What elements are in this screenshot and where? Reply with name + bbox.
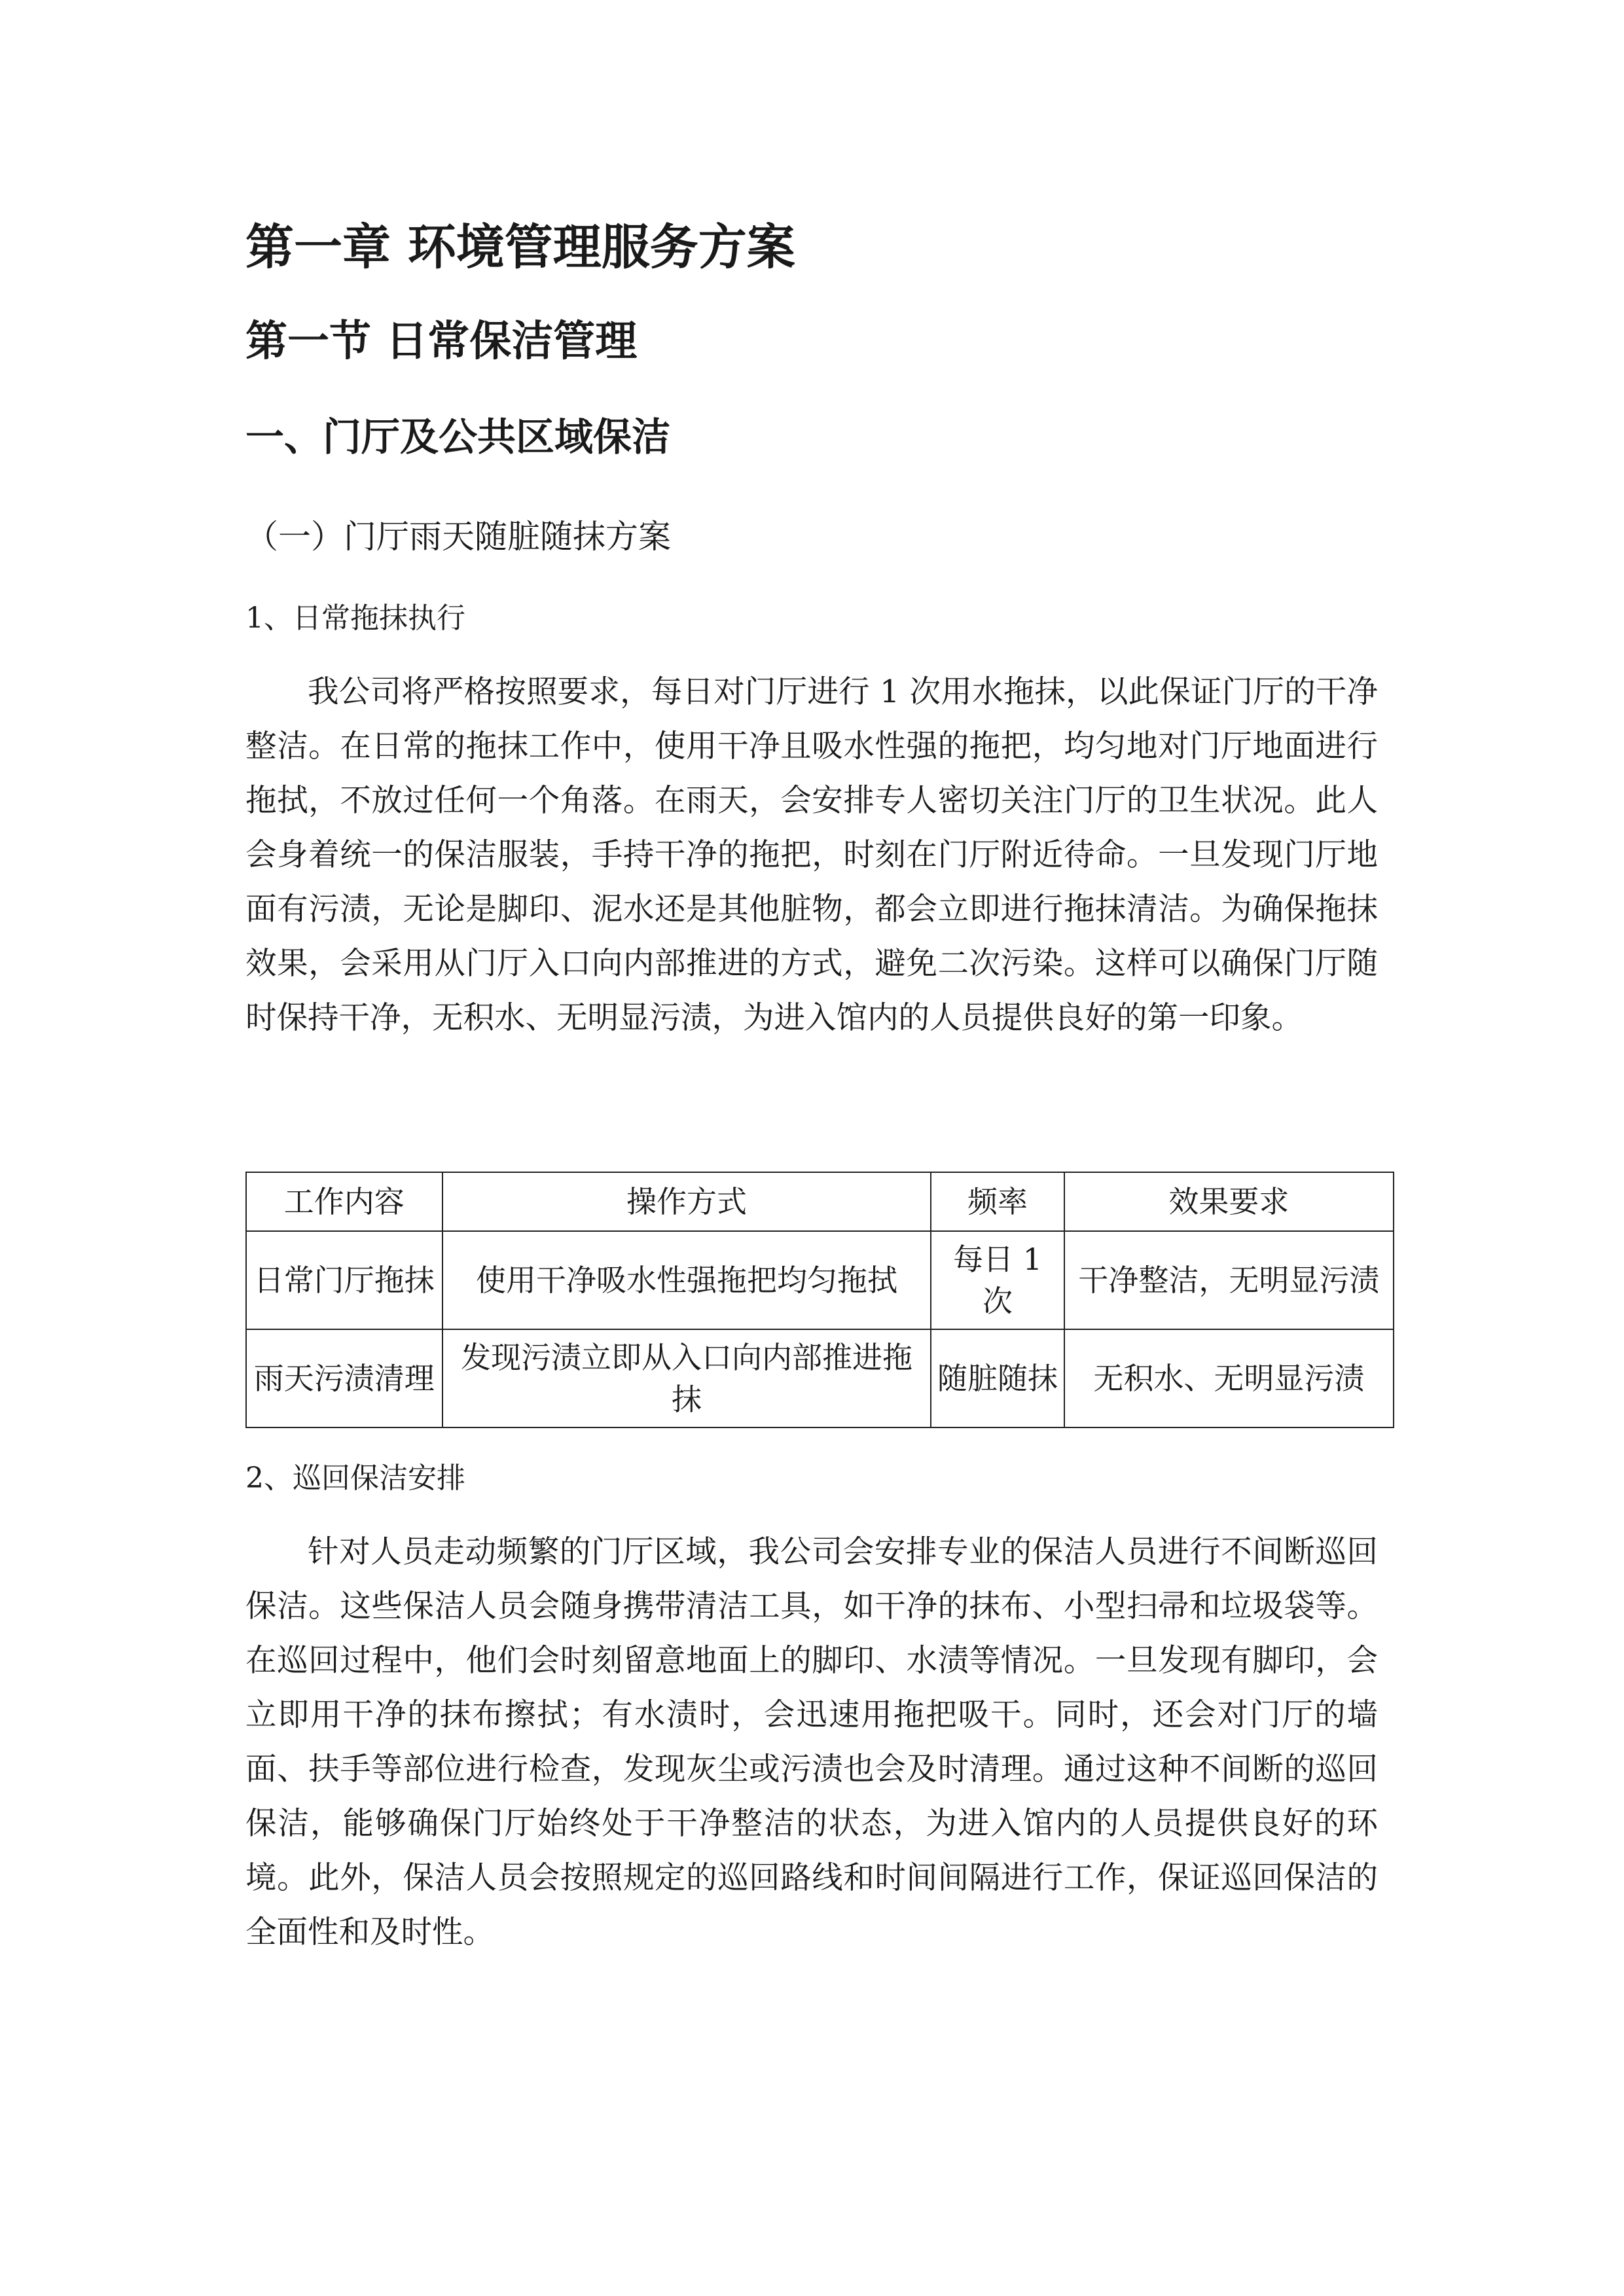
table-header-cell: 工作内容: [246, 1172, 442, 1231]
table-row: [246, 1329, 1394, 1427]
table-header-cell: 频率: [931, 1172, 1064, 1231]
part2-heading: 2、巡回保洁安排: [245, 1462, 465, 1495]
table-header-cell: 操作方式: [442, 1172, 931, 1231]
table-cell: 使用干净吸水性强拖把均匀拖拭: [442, 1231, 931, 1329]
work-table: [245, 1172, 1394, 1428]
table-cell: 每日 1 次: [931, 1231, 1064, 1329]
table-cell: 干净整洁，无明显污渍: [1064, 1231, 1394, 1329]
part1-paragraph: 我公司将严格按照要求，每日对门厅进行 1 次用水拖抹，以此保证门厅的干净整洁。在日常的拖抹工作中，使用干净且吸水性强的拖把，均匀地对门厅地面进行拖拭，不放过任何一个角落。在雨天，会安排专人密切关注门厅的卫生状况。此人会身着统一的保洁服装，手持干净的拖把，时刻在门厅附近待命。一旦发现门厅地面有污渍，无论是脚印、泥水还是其他脏物，都会立即进行拖抹清洁。为确保拖抹效果，会采用从门厅入口向内部推进的方式，避免二次污染。这样可以确保门厅随时保持干净，无积水、无明显污渍，为进入馆内的人员提供良好的第一印象。: [245, 674, 1378, 1036]
table-header-cell: 效果要求: [1064, 1172, 1394, 1231]
table-cell: 日常门厅拖抹: [246, 1231, 442, 1329]
table-row: [246, 1231, 1394, 1329]
table-cell: 雨天污渍清理: [246, 1329, 442, 1427]
part2-paragraph: 针对人员走动频繁的门厅区域，我公司会安排专业的保洁人员进行不间断巡回保洁。这些保洁人员会随身携带清洁工具，如干净的抹布、小型扫帚和垃圾袋等。在巡回过程中，他们会时刻留意地面上的脚印、水渍等情况。一旦发现有脚印，会立即用干净的抹布擦拭；有水渍时，会迅速用拖把吸干。同时，还会对门厅的墙面、扶手等部位进行检查，发现灰尘或污渍也会及时清理。通过这种不间断的巡回保洁，能够确保门厅始终处于干净整洁的状态，为进入馆内的人员提供良好的环境。此外，保洁人员会按照规定的巡回路线和时间间隔进行工作，保证巡回保洁的全面性和及时性。: [245, 1534, 1378, 1950]
part1-heading: 1、日常拖抹执行: [245, 601, 465, 635]
table-cell: 发现污渍立即从入口向内部推进拖抹: [442, 1329, 931, 1427]
item-title: （一）门厅雨天随脏随抹方案: [245, 518, 671, 556]
section-title: 第一节 日常保洁管理: [245, 317, 638, 366]
table-header-row: [246, 1172, 1394, 1231]
subsection-title: 一、门厅及公共区域保洁: [245, 414, 671, 459]
table-cell: 无积水、无明显污渍: [1064, 1329, 1394, 1427]
table-cell: 随脏随抹: [931, 1329, 1064, 1427]
chapter-title: 第一章 环境管理服务方案: [245, 219, 795, 276]
